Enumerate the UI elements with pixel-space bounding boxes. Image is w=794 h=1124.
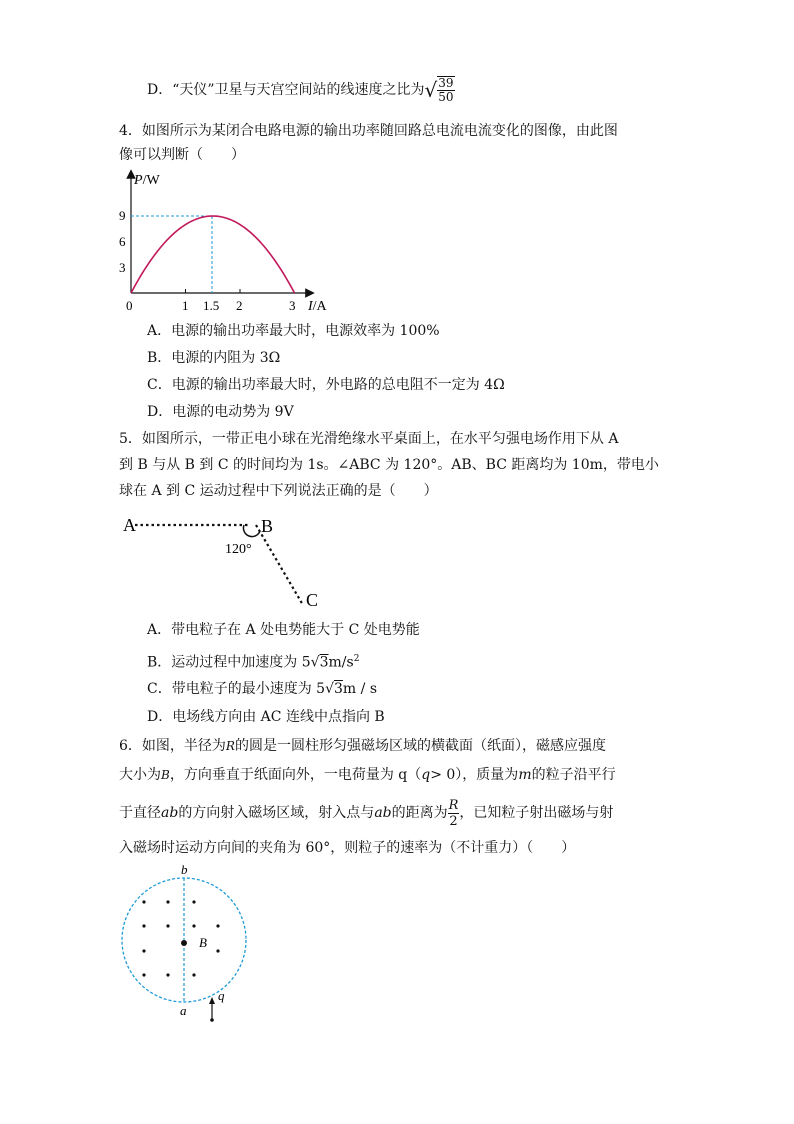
q5-option-c-text: C．带电粒子的最小速度为 5 <box>147 681 326 697</box>
q5-figure <box>120 512 340 612</box>
q4-option-b: B．电源的内阻为 3Ω <box>147 350 281 366</box>
sqrt-radicand: 3 <box>319 654 329 671</box>
sqrt-sign: √ <box>310 654 320 671</box>
sqrt-sign: √ <box>325 681 334 697</box>
q6-text: ，方向垂直于纸面向外，一电荷量为 q（ <box>169 767 422 783</box>
field-dot <box>216 949 219 952</box>
fraction-denominator: 2 <box>449 813 458 829</box>
q3-option-d-text: D．“天仪”卫星与天宫空间站的线速度之比为 <box>147 82 425 98</box>
q6-text: 的粒子沿平行 <box>531 767 616 783</box>
var-b: B <box>161 768 170 782</box>
label-field-b: B <box>199 935 207 950</box>
field-dot <box>192 973 195 976</box>
q6-text: ，已知粒子射出磁场与射 <box>459 805 614 821</box>
unit-exponent: 2 <box>353 654 360 664</box>
q5-option-c <box>147 679 377 699</box>
label-a: A <box>123 515 136 535</box>
q6-text: 的圆是一圆柱形匀强磁场区域的横截面（纸面），磁感应强度 <box>234 738 606 754</box>
field-dot <box>166 924 169 927</box>
var-ab: ab <box>161 805 179 821</box>
field-dot <box>216 924 219 927</box>
q6-stem-line4: 入磁场时运动方向间的夹角为 60°，则粒子的速率为（不计重力）（ ） <box>119 840 576 856</box>
sqrt-radicand: 3 <box>334 681 343 697</box>
r-over-2-fraction <box>448 798 460 829</box>
field-dot <box>142 924 145 927</box>
field-dot <box>142 973 145 976</box>
var-ab: ab <box>374 805 392 821</box>
field-dots <box>142 900 219 976</box>
label-a-bottom: a <box>180 1003 187 1018</box>
var-q: q <box>421 767 431 783</box>
origin-label: 0 <box>126 298 133 313</box>
q5-option-b-text: B．运动过程中加速度为 5 <box>147 654 311 671</box>
var-r: R <box>225 739 235 753</box>
arrow-head-icon <box>209 997 215 1004</box>
y-axis-label: P/W <box>134 173 160 188</box>
q4-stem-line2: 像可以判断（ ） <box>119 147 245 163</box>
sqrt-sign: √ <box>424 78 438 102</box>
q6-text: > 0），质量为 <box>430 767 519 783</box>
field-dot <box>142 900 145 903</box>
q6-text: 于直径 <box>119 805 161 821</box>
q5-stem-line2: 到 B 与从 B 到 C 的时间均为 1s。∠ABC 为 120°。AB、BC 距离均为 10m，带电小 <box>119 457 659 473</box>
label-b: B <box>261 516 274 536</box>
q5-stem-line1: 5．如图所示，一带正电小球在光滑绝缘水平桌面上，在水平匀强电场作用下从 A <box>119 431 619 447</box>
q3-fraction <box>437 76 454 104</box>
y-tick-label-3: 3 <box>119 260 126 275</box>
fraction-denominator: 50 <box>438 90 454 104</box>
field-dot-b <box>181 940 187 946</box>
power-curve <box>131 216 295 293</box>
q6-magnetic-field-figure <box>114 862 254 1022</box>
q5-stem-line3: 球在 A 到 C 运动过程中下列说法正确的是（ ） <box>119 483 438 499</box>
unit: m/s <box>328 654 354 671</box>
field-dot <box>192 924 195 927</box>
y-tick-label-9: 9 <box>119 208 126 223</box>
field-dot <box>192 900 195 903</box>
q4-option-d: D．电源的电动势为 9V <box>147 404 294 420</box>
angle-label: 120° <box>225 542 252 557</box>
q6-text: 大小为 <box>119 767 161 783</box>
q4-option-a: A．电源的输出功率最大时，电源效率为 100% <box>147 323 440 339</box>
q4-power-current-graph <box>112 168 332 318</box>
x-axis-label: I/A <box>308 299 327 314</box>
var-m: m <box>518 767 532 783</box>
fraction-numerator: R <box>448 797 459 813</box>
x-tick-label-1.5: 1.5 <box>203 298 220 313</box>
q6-stem-line3 <box>119 795 613 831</box>
q6-text: 的方向射入磁场区域，射入点与 <box>178 805 375 821</box>
field-dot <box>142 949 145 952</box>
particle-dot <box>210 1018 214 1022</box>
label-c: C <box>306 590 319 610</box>
q6-stem-line1 <box>119 736 606 756</box>
x-tick-label-1: 1 <box>182 298 189 313</box>
q5-option-a: A．带电粒子在 A 处电势能大于 C 处电势能 <box>147 622 420 638</box>
q5-option-b <box>147 649 359 673</box>
label-q: q <box>218 988 225 1003</box>
q6-text: 6．如图，半径为 <box>119 738 226 754</box>
label-b-top: b <box>181 862 188 877</box>
q4-option-c: C．电源的输出功率最大时，外电路的总电阻不一定为 4Ω <box>147 377 505 393</box>
y-tick-label-6: 6 <box>119 234 126 249</box>
segment-bc <box>256 525 303 605</box>
q3-option-d <box>147 76 455 106</box>
q6-stem-line2 <box>119 765 616 785</box>
unit: m / s <box>342 681 377 697</box>
x-tick-label-2: 2 <box>236 298 243 313</box>
q6-text: 的距离为 <box>391 805 448 821</box>
fraction-numerator: 39 <box>438 76 454 90</box>
q4-stem-line1: 4．如图所示为某闭合电路电源的输出功率随回路总电流电流变化的图像，由此图 <box>119 123 618 139</box>
q5-option-d: D．电场线方向由 AC 连线中点指向 B <box>147 709 385 725</box>
field-dot <box>166 973 169 976</box>
x-tick-label-3: 3 <box>289 298 296 313</box>
field-dot <box>166 900 169 903</box>
